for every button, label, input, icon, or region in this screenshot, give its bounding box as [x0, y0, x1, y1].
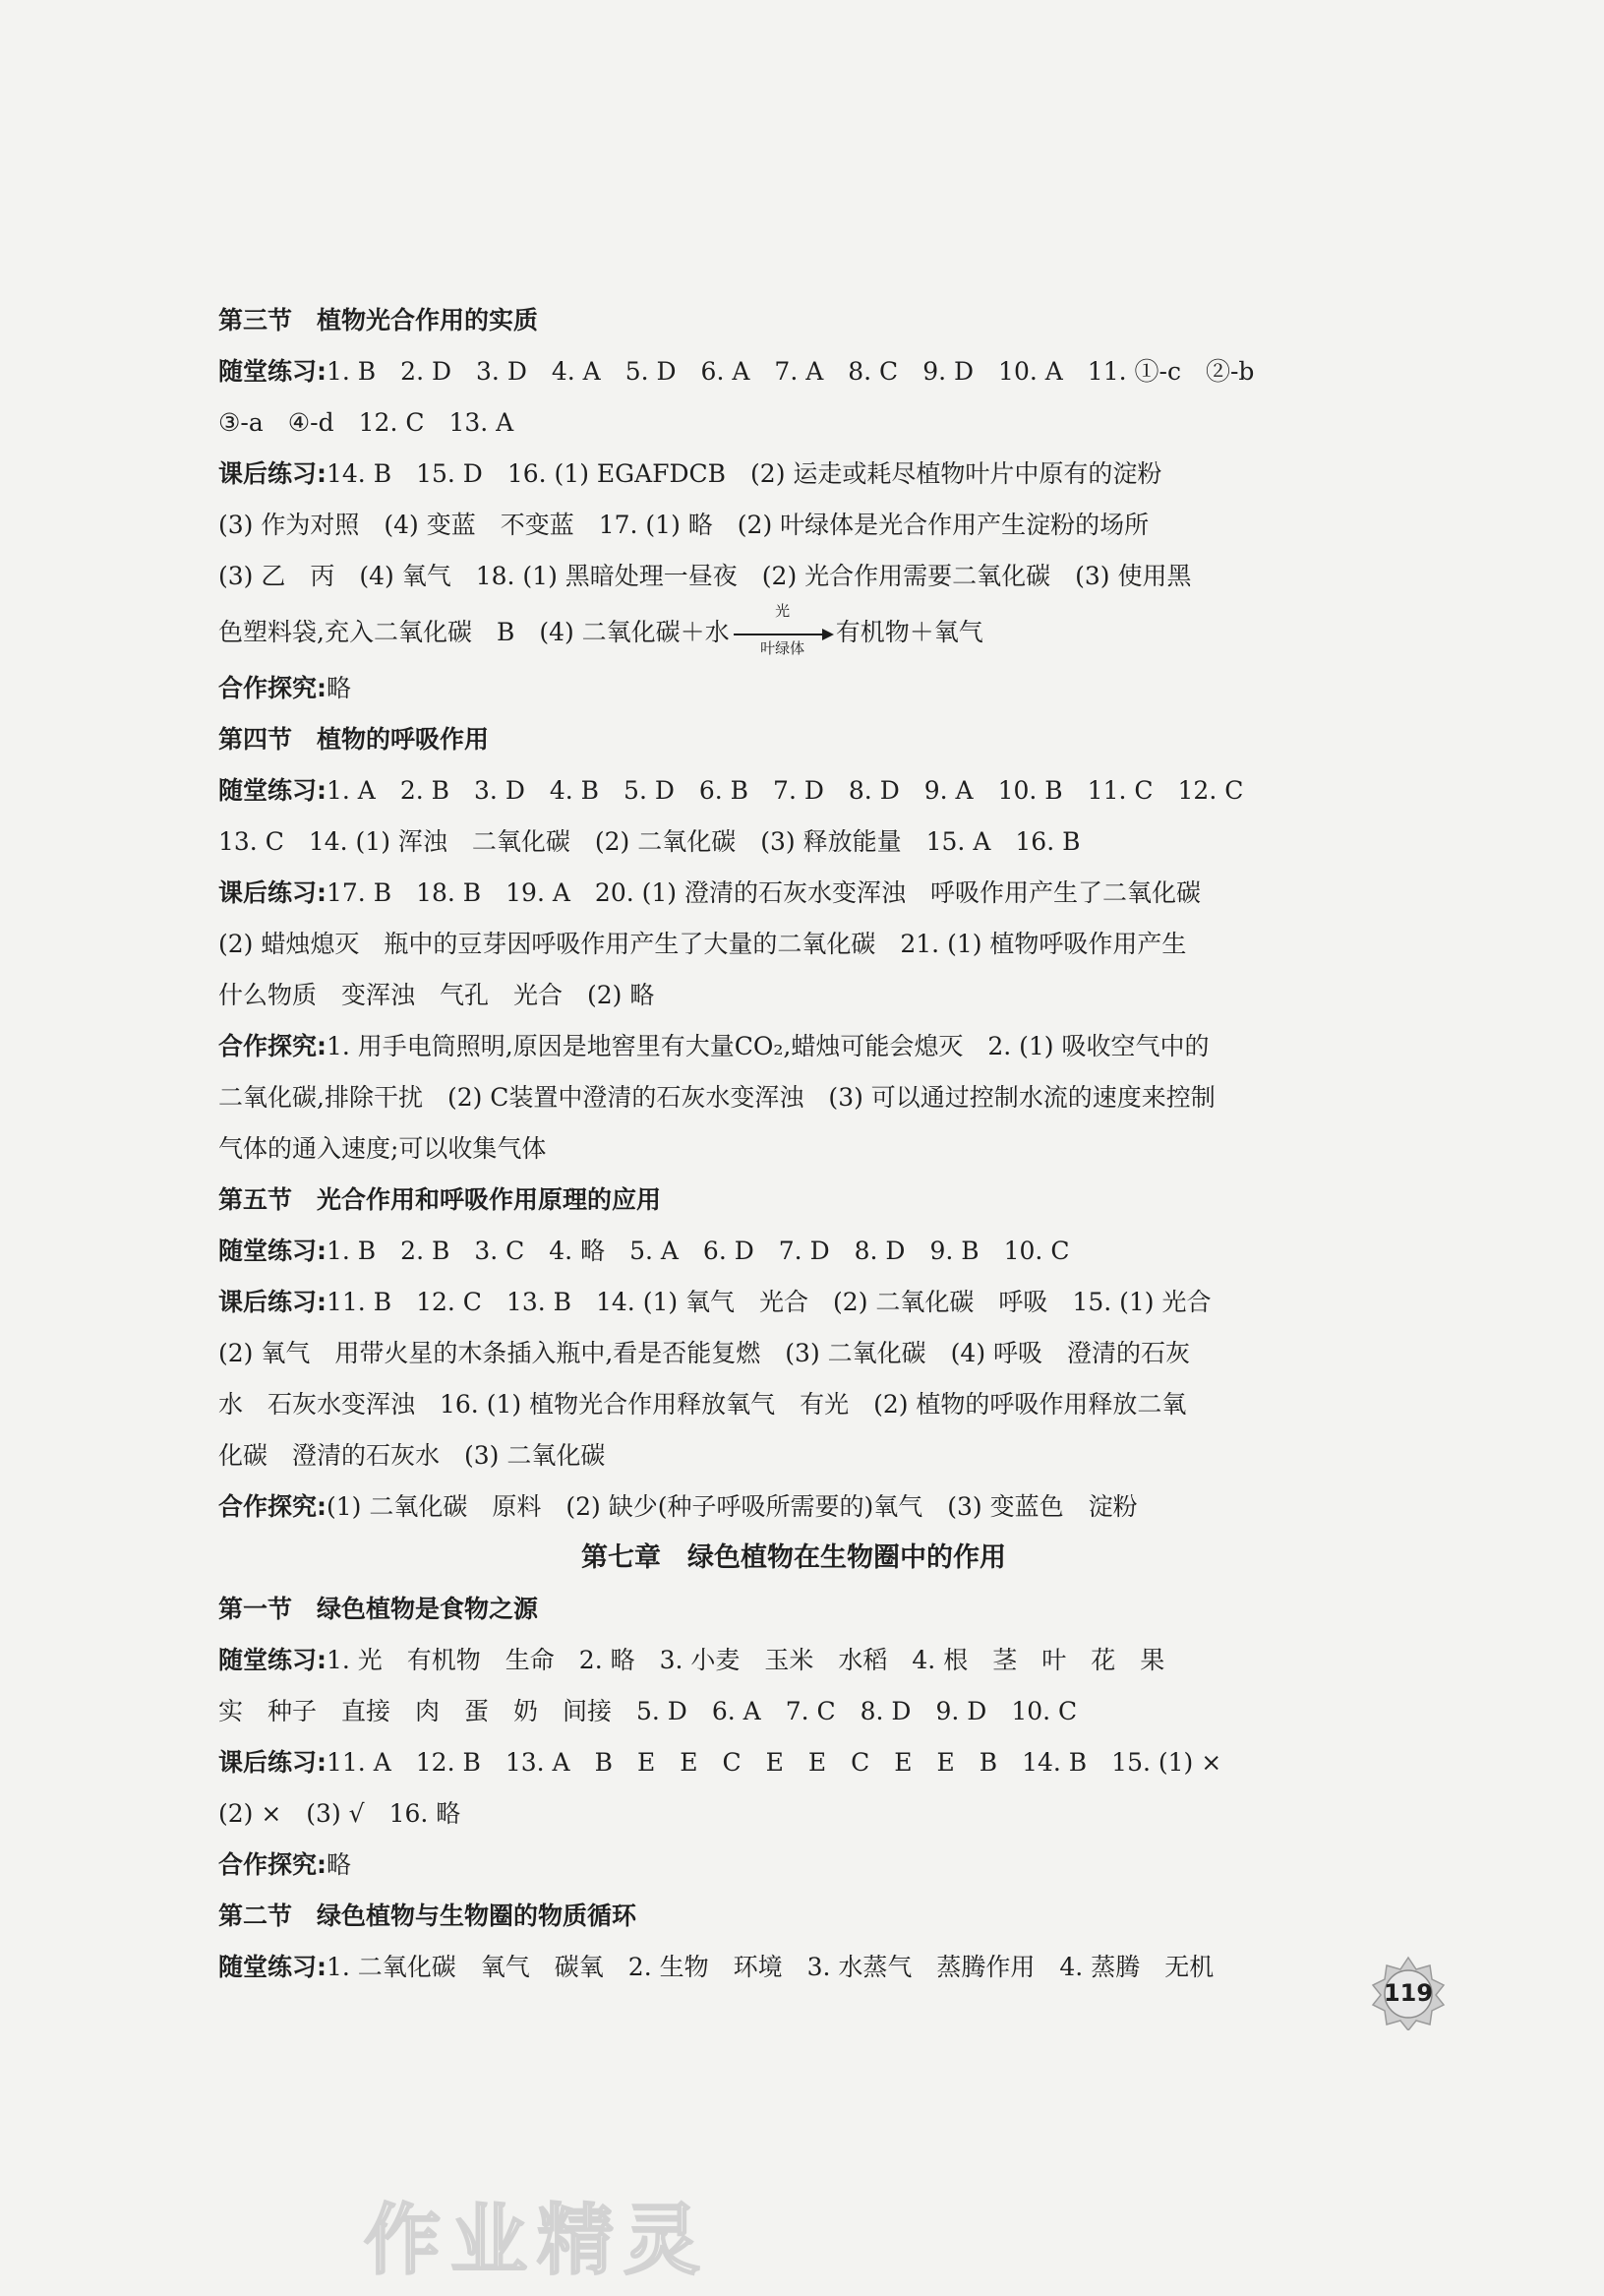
exercise-label: 合作探究:	[218, 1850, 327, 1879]
exercise-label: 合作探究:	[218, 1032, 327, 1060]
answer-line	[218, 1328, 1369, 1379]
page-number-badge	[1371, 1956, 1446, 2030]
answer-line	[218, 346, 1369, 397]
answer-line-equation	[218, 602, 1369, 663]
answer-text: 1. 用手电筒照明,原因是地窖里有大量CO₂,蜡烛可能会熄灭 2. (1) 吸收空气中的	[327, 1032, 1210, 1060]
answer-text: 气体的通入速度;可以收集气体	[218, 1134, 547, 1163]
section-heading: 第四节 植物的呼吸作用	[218, 725, 490, 754]
answer-text: (3) 作为对照 (4) 变蓝 不变蓝 17. (1) 略 (2) 叶绿体是光合作用产生淀粉的场所	[218, 511, 1150, 539]
answer-line	[218, 868, 1369, 919]
answer-line	[218, 1226, 1369, 1277]
answer-text: (2) 蜡烛熄灭 瓶中的豆芽因呼吸作用产生了大量的二氧化碳 21. (1) 植物呼吸作用产生	[218, 930, 1187, 958]
exercise-label: 随堂练习:	[218, 1237, 327, 1265]
answer-line	[218, 1788, 1369, 1840]
answer-text: 化碳 澄清的石灰水 (3) 二氧化碳	[218, 1441, 606, 1470]
answer-line	[218, 663, 1369, 714]
answer-line	[218, 765, 1369, 816]
answer-text: 17. B 18. B 19. A 20. (1) 澄清的石灰水变浑浊 呼吸作用产生了二氧化碳	[327, 878, 1201, 907]
arrow-condition-bottom: 叶绿体	[760, 638, 805, 657]
answer-line	[218, 1379, 1369, 1430]
answer-text: 二氧化碳,排除干扰 (2) C装置中澄清的石灰水变浑浊 (3) 可以通过控制水流的速度来控制	[218, 1083, 1216, 1112]
answer-text: 11. B 12. C 13. B 14. (1) 氧气 光合 (2) 二氧化碳 呼吸 15. (1) 光合	[327, 1288, 1212, 1316]
answer-line	[218, 1635, 1369, 1686]
answer-line	[218, 919, 1369, 970]
section-heading: 第五节 光合作用和呼吸作用原理的应用	[218, 1185, 662, 1214]
answer-line	[218, 1737, 1369, 1788]
equation-products: 有机物＋氧气	[835, 618, 983, 646]
answer-text: 略	[327, 674, 352, 702]
exercise-label: 合作探究:	[218, 1492, 327, 1521]
exercise-label: 随堂练习:	[218, 776, 327, 805]
answer-text: (2) 氧气 用带火星的木条插入瓶中,看是否能复燃 (3) 二氧化碳 (4) 呼吸 澄清的石灰	[218, 1339, 1191, 1367]
answer-text: 1. A 2. B 3. D 4. B 5. D 6. B 7. D 8. D 9. A 10. B 11. C 12. C	[327, 776, 1244, 805]
answer-text: 1. B 2. D 3. D 4. A 5. D 6. A 7. A 8. C 9. D 10. A 11. ①-c ②-b	[327, 357, 1255, 386]
answer-line	[218, 1277, 1369, 1328]
reaction-arrow	[734, 601, 832, 657]
answer-text: (3) 乙 丙 (4) 氧气 18. (1) 黑暗处理一昼夜 (2) 光合作用需要二氧化碳 (3) 使用黑	[218, 562, 1192, 590]
page-number: 119	[1383, 1979, 1434, 2007]
answer-line	[218, 970, 1369, 1021]
answer-line	[218, 1123, 1369, 1175]
answer-text: 1. 光 有机物 生命 2. 略 3. 小麦 玉米 水稻 4. 根 茎 叶 花 果	[327, 1646, 1165, 1674]
answer-line	[218, 500, 1369, 551]
exercise-label: 课后练习:	[218, 1748, 327, 1777]
answer-text: 略	[327, 1850, 352, 1879]
answer-text: 11. A 12. B 13. A B E E C E E C E E B 14. B 15. (1) ×	[327, 1748, 1222, 1777]
answer-text: 水 石灰水变浑浊 16. (1) 植物光合作用释放氧气 有光 (2) 植物的呼吸作用释放二氧	[218, 1390, 1187, 1419]
equation-reactants: 色塑料袋,充入二氧化碳 B (4) 二氧化碳＋水	[218, 618, 730, 646]
answer-line	[218, 1021, 1369, 1072]
answer-line	[218, 551, 1369, 602]
answer-line	[218, 1840, 1369, 1891]
answer-text: 14. B 15. D 16. (1) EGAFDCB (2) 运走或耗尽植物叶片中原有的淀粉	[327, 459, 1162, 488]
exercise-label: 随堂练习:	[218, 357, 327, 386]
answer-text: (1) 二氧化碳 原料 (2) 缺少(种子呼吸所需要的)氧气 (3) 变蓝色 淀粉	[327, 1492, 1138, 1521]
answer-text: ③-a ④-d 12. C 13. A	[218, 408, 514, 437]
answer-line	[218, 1481, 1369, 1533]
answer-line	[218, 1942, 1369, 1993]
answer-text: 13. C 14. (1) 浑浊 二氧化碳 (2) 二氧化碳 (3) 释放能量 15. A 16. B	[218, 827, 1081, 856]
exercise-label: 随堂练习:	[218, 1646, 327, 1674]
answer-line	[218, 816, 1369, 868]
arrow-condition-top: 光	[775, 601, 791, 620]
answer-line	[218, 1430, 1369, 1481]
answer-text: 实 种子 直接 肉 蛋 奶 间接 5. D 6. A 7. C 8. D 9. D 10. C	[218, 1697, 1078, 1725]
exercise-label: 课后练习:	[218, 878, 327, 907]
arrow-icon	[734, 634, 826, 635]
exercise-label: 课后练习:	[218, 1288, 327, 1316]
answer-text: 1. B 2. B 3. C 4. 略 5. A 6. D 7. D 8. D 9. B 10. C	[327, 1237, 1070, 1265]
answer-line	[218, 397, 1369, 449]
exercise-label: 课后练习:	[218, 459, 327, 488]
section-heading: 第三节 植物光合作用的实质	[218, 306, 539, 334]
answer-text: 1. 二氧化碳 氧气 碳氧 2. 生物 环境 3. 水蒸气 蒸腾作用 4. 蒸腾 无机	[327, 1953, 1215, 1981]
exercise-label: 合作探究:	[218, 674, 327, 702]
section-heading: 第一节 绿色植物是食物之源	[218, 1595, 539, 1623]
answer-text: 什么物质 变浑浊 气孔 光合 (2) 略	[218, 981, 655, 1009]
answer-content	[218, 295, 1369, 1993]
exercise-label: 随堂练习:	[218, 1953, 327, 1981]
answer-line	[218, 449, 1369, 500]
watermark-text: 作业精灵	[364, 2197, 711, 2285]
chapter-title: 第七章 绿色植物在生物圈中的作用	[581, 1542, 1006, 1573]
answer-line	[218, 1072, 1369, 1123]
answer-text: (2) × (3) √ 16. 略	[218, 1799, 461, 1828]
section-heading: 第二节 绿色植物与生物圈的物质循环	[218, 1902, 637, 1930]
answer-line	[218, 1686, 1369, 1737]
